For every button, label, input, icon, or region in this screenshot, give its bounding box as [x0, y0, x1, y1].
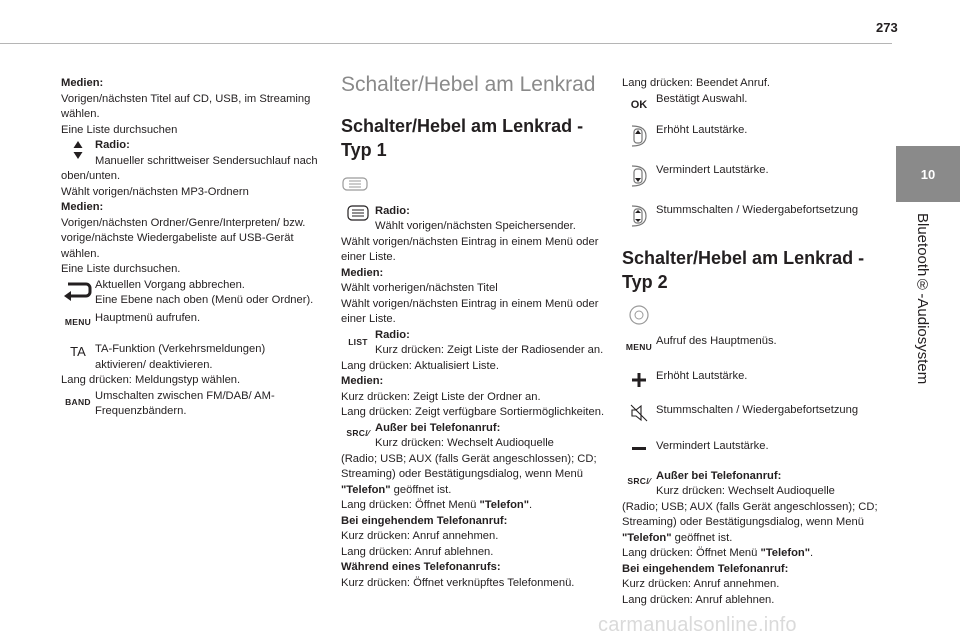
- menu-text: Aufruf des Hauptmenüs.: [656, 334, 777, 347]
- band-icon: BAND: [65, 396, 91, 407]
- vol-down-row: [622, 163, 888, 189]
- radio-label: Radio:: [375, 328, 410, 341]
- back-row: [61, 278, 319, 309]
- plus-text: Erhöht Lautstärke.: [656, 370, 748, 382]
- text-line: (Radio; USB; AUX (falls Gerät angeschlossen); CD; Streaming) oder Bestätigungsdialog, wenn Menü "Telefon" geöffnet ist.: [341, 452, 597, 496]
- mute-text: Stummschalten / Wiedergabefortsetzung: [656, 204, 859, 216]
- column-right: [622, 76, 888, 608]
- ta-text: TA-Funktion (Verkehrsmeldungen) aktivieren/ deaktivieren.: [95, 343, 266, 371]
- vol-up-row: [622, 123, 888, 149]
- menu-row: [622, 334, 888, 356]
- chapter-title: Bluetooth®-Audiosystem: [914, 213, 931, 385]
- media-heading: Medien:: [341, 375, 384, 387]
- thumbwheel-icon: [341, 204, 375, 222]
- plus-row: [622, 369, 888, 387]
- ta-icon: TA: [70, 344, 86, 359]
- minus-text: Vermindert Lautstärke.: [656, 440, 769, 452]
- top-divider: [0, 43, 892, 44]
- text-line: Lang drücken: Öffnet Menü "Telefon".: [341, 499, 533, 511]
- text-line: Wählt vorigen/nächsten MP3-Ordnern: [61, 185, 249, 198]
- radio-text: Wählt vorigen/nächsten Speichersender.: [375, 220, 576, 232]
- src-label: Außer bei Telefonanruf:: [375, 421, 501, 434]
- subsection-heading: Schalter/Hebel am Lenkrad - Typ 2: [622, 248, 865, 292]
- text-line: Wählt vorigen/nächsten Eintrag in einem Menü oder einer Liste.: [341, 297, 599, 325]
- mute-row-2: [622, 403, 888, 423]
- back-text: Aktuellen Vorgang abbrechen.: [95, 278, 245, 291]
- ok-row: [622, 92, 888, 114]
- src-label: Außer bei Telefonanruf:: [656, 469, 782, 482]
- list-row: [341, 328, 607, 359]
- page-number: 273: [876, 20, 898, 35]
- text-line: Eine Liste durchsuchen.: [61, 263, 181, 275]
- src-text: Kurz drücken: Wechselt Audioquelle: [656, 485, 835, 497]
- radio-label: Radio:: [375, 204, 410, 217]
- text-line: Eine Liste durchsuchen: [61, 123, 178, 136]
- band-text: Umschalten zwischen FM/DAB/ AM-Frequenzbändern.: [95, 389, 275, 417]
- call-heading: Bei eingehendem Telefonanruf:: [622, 562, 789, 575]
- menu-icon: MENU: [64, 316, 92, 327]
- ta-row: [61, 342, 319, 373]
- text-line: Kurz drücken: Anruf annehmen.: [341, 530, 499, 542]
- media-heading: Medien:: [61, 201, 104, 213]
- text-line: (Radio; USB; AUX (falls Gerät angeschlossen); CD; Streaming) oder Bestätigungsdialog, wenn Menü "Telefon" geöffnet ist.: [622, 500, 878, 544]
- text-line: Kurz drücken: Anruf annehmen.: [622, 578, 780, 590]
- radio-arrows-row: [61, 138, 319, 185]
- chapter-tab[interactable]: 10: [896, 146, 960, 202]
- list-text: Kurz drücken: Zeigt Liste der Radiosender an.: [375, 344, 604, 356]
- text-line: Vorigen/nächsten Ordner/Genre/Interpreten/ bzw. vorige/nächste Wiedergabeliste auf USB-Gerät wählen.: [61, 216, 306, 260]
- back-text: Eine Ebene nach oben (Menü oder Ordner).: [95, 294, 314, 306]
- ok-text: Bestätigt Auswahl.: [656, 92, 748, 105]
- text-line: Wählt vorherigen/nächsten Titel: [341, 282, 498, 294]
- speaker-mute-icon: [622, 403, 656, 423]
- media-heading: Medien:: [61, 77, 104, 89]
- steering-switch-icon: [341, 174, 607, 200]
- menu-text: Hauptmenü aufrufen.: [95, 311, 201, 324]
- src-text: Kurz drücken: Wechselt Audioquelle: [375, 437, 554, 449]
- list-icon: LIST: [348, 336, 368, 347]
- text-line: Lang drücken: Anruf ablehnen.: [341, 545, 494, 558]
- volume-up-wheel-icon: [622, 123, 656, 149]
- mute-text: Stummschalten / Wiedergabefortsetzung: [656, 404, 859, 416]
- text-line: Wählt vorigen/nächsten Eintrag in einem Menü oder einer Liste.: [341, 235, 599, 263]
- text-line: Lang drücken: Aktualisiert Liste.: [341, 359, 499, 372]
- plus-icon: [622, 369, 656, 387]
- volume-down-wheel-icon: [622, 163, 656, 189]
- text-line: Lang drücken: Meldungstyp wählen.: [61, 374, 241, 386]
- src-row: [622, 469, 888, 500]
- call-heading: Während eines Telefonanrufs:: [341, 561, 501, 573]
- src-row: [341, 421, 607, 452]
- menu-row: [61, 311, 319, 331]
- mute-row: [622, 203, 888, 229]
- column-left: [61, 76, 319, 420]
- text-line: Lang drücken: Anruf ablehnen.: [622, 593, 775, 606]
- text-line: Lang drücken: Öffnet Menü "Telefon".: [622, 547, 814, 559]
- text-line: Lang drücken: Beendet Anruf.: [622, 77, 771, 89]
- subsection-heading: Schalter/Hebel am Lenkrad - Typ 1: [341, 116, 584, 160]
- src-icon: SRC /⁄: [627, 475, 651, 486]
- radio-row: [341, 204, 607, 235]
- minus-row: [622, 439, 888, 455]
- radio-label: Radio:: [95, 139, 130, 151]
- back-arrow-icon: [61, 278, 95, 302]
- minus-icon: [622, 439, 656, 451]
- ok-icon: OK: [630, 98, 648, 111]
- src-icon: SRC /⁄: [346, 427, 370, 438]
- media-heading: Medien:: [341, 266, 384, 279]
- text-line: Kurz drücken: Zeigt Liste der Ordner an.: [341, 390, 541, 403]
- watermark: carmanualsonline.info: [598, 614, 797, 636]
- radio-text: Manueller schrittweiser Sendersuchlauf nach oben/unten.: [61, 154, 318, 182]
- text-line: Vorigen/nächsten Titel auf CD, USB, im Streaming wählen.: [61, 92, 311, 120]
- menu-icon: MENU: [625, 341, 653, 352]
- text-line: Lang drücken: Zeigt verfügbare Sortiermöglichkeiten.: [341, 406, 605, 418]
- vol-down-text: Vermindert Lautstärke.: [656, 164, 769, 176]
- section-heading: Schalter/Hebel am Lenkrad: [341, 73, 596, 96]
- band-row: [61, 389, 319, 420]
- steering-buttons-icon: [624, 304, 888, 332]
- call-heading: Bei eingehendem Telefonanruf:: [341, 514, 508, 527]
- mute-wheel-icon: [622, 203, 656, 229]
- vol-up-text: Erhöht Lautstärke.: [656, 124, 748, 136]
- text-line: Kurz drücken: Öffnet verknüpftes Telefonmenü.: [341, 576, 575, 589]
- column-middle: [341, 73, 607, 591]
